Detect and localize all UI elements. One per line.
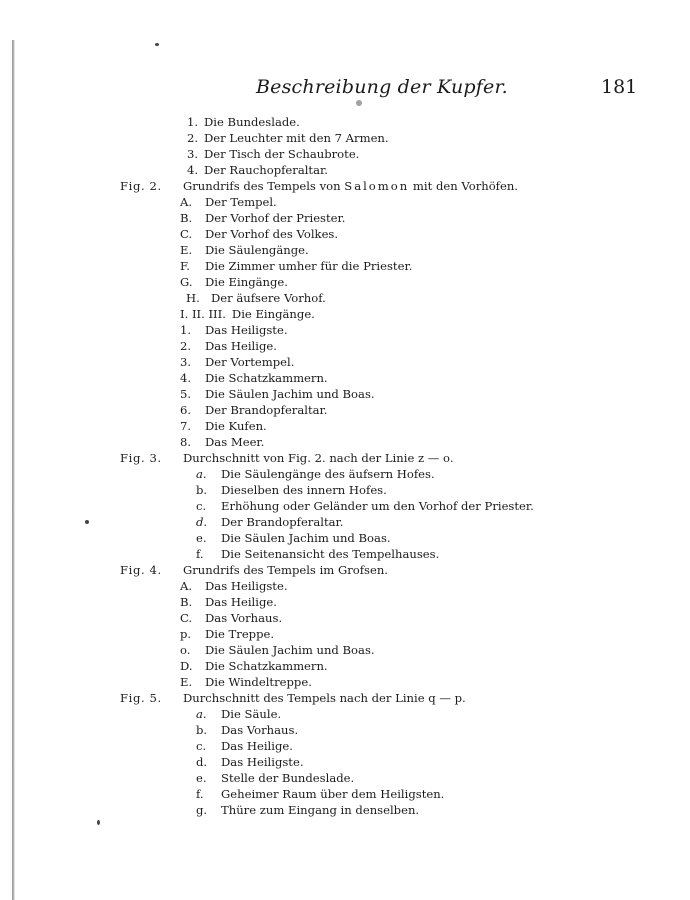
item-marker: 8. xyxy=(180,435,192,449)
item-marker: B. xyxy=(180,211,193,225)
item-marker: a. xyxy=(196,707,207,721)
item-marker: 1. xyxy=(180,323,192,337)
item-text: Die Säulengänge des äufsern Hofes. xyxy=(221,467,435,481)
list-item xyxy=(187,147,359,162)
item-text: Thüre zum Eingang in denselben. xyxy=(221,803,420,817)
item-marker: 3. xyxy=(187,147,199,161)
item-marker: p. xyxy=(180,627,192,641)
list-item xyxy=(180,227,338,242)
item-text: Das Heiligste. xyxy=(205,579,288,593)
item-marker: G. xyxy=(180,275,193,289)
list-item xyxy=(180,211,345,226)
item-text: Der Tisch der Schaubrote. xyxy=(204,147,360,161)
item-marker: o. xyxy=(180,643,191,657)
page-binding-edge xyxy=(12,40,15,900)
list-item xyxy=(180,403,328,418)
paper-speck xyxy=(356,100,362,106)
item-marker: 1. xyxy=(187,115,199,129)
item-marker: 6. xyxy=(180,403,192,417)
item-marker: H. xyxy=(186,291,200,305)
item-marker: b. xyxy=(196,723,208,737)
list-item xyxy=(180,355,294,370)
list-item xyxy=(196,515,344,530)
list-item xyxy=(187,115,300,130)
item-text: Die Eingänge. xyxy=(231,307,315,321)
paper-speck xyxy=(97,820,100,825)
item-text: Die Kufen. xyxy=(205,419,267,433)
item-text: Die Windeltreppe. xyxy=(205,675,312,689)
list-item xyxy=(196,547,439,562)
list-item xyxy=(186,291,326,306)
list-item xyxy=(196,739,293,754)
item-marker: f. xyxy=(196,547,204,561)
paper-speck xyxy=(155,43,159,46)
item-marker: c. xyxy=(196,739,207,753)
list-item xyxy=(180,339,277,354)
list-item xyxy=(196,803,419,818)
running-header: Beschreibung der Kupfer. xyxy=(256,76,508,98)
item-text: Der Brandopferaltar. xyxy=(221,515,344,529)
item-text: Die Schatzkammern. xyxy=(205,371,328,385)
item-marker: 4. xyxy=(187,163,199,177)
item-marker: 7. xyxy=(180,419,192,433)
item-marker: 4. xyxy=(180,371,192,385)
list-item xyxy=(196,467,435,482)
list-item xyxy=(196,483,387,498)
list-item xyxy=(180,371,328,386)
list-item xyxy=(196,787,444,802)
item-marker: C. xyxy=(180,227,193,241)
list-item xyxy=(180,275,288,290)
list-item xyxy=(180,435,264,450)
item-text: Der äufsere Vorhof. xyxy=(211,291,326,305)
item-text: Die Schatzkammern. xyxy=(205,659,328,673)
list-item xyxy=(180,659,328,674)
figure-title-part: Grundrifs des Tempels von xyxy=(183,179,345,193)
list-item xyxy=(180,675,312,690)
item-text: Dieselben des innern Hofes. xyxy=(221,483,387,497)
item-text: Die Säule. xyxy=(221,707,282,721)
list-item xyxy=(196,499,534,514)
item-text: Der Tempel. xyxy=(205,195,277,209)
figure-title-name: Salomon xyxy=(344,179,410,193)
item-marker: D. xyxy=(180,659,193,673)
item-text: Die Säulen Jachim und Boas. xyxy=(205,643,375,657)
item-marker: c. xyxy=(196,499,207,513)
list-item xyxy=(180,259,412,274)
figure-title: Grundrifs des Tempels im Grofsen. xyxy=(183,563,388,577)
item-text: Der Rauchopferaltar. xyxy=(204,163,328,177)
item-text: Geheimer Raum über dem Heiligsten. xyxy=(221,787,445,801)
list-item xyxy=(180,307,315,322)
list-item xyxy=(180,643,375,658)
item-text: Das Meer. xyxy=(205,435,265,449)
item-marker: a. xyxy=(196,467,207,481)
item-text: Das Vorhaus. xyxy=(221,723,299,737)
item-marker: 2. xyxy=(187,131,199,145)
list-item xyxy=(196,531,391,546)
item-text: Die Säulen Jachim und Boas. xyxy=(221,531,391,545)
list-item xyxy=(187,131,389,146)
list-item xyxy=(180,243,309,258)
figure-title: Durchschnitt von Fig. 2. nach der Linie z — o. xyxy=(183,451,454,465)
item-text: Die Säulen Jachim und Boas. xyxy=(205,387,375,401)
list-item xyxy=(180,387,375,402)
figure-label: Fig. 3. xyxy=(120,451,162,465)
item-marker: e. xyxy=(196,531,207,545)
figure-title xyxy=(183,179,518,194)
item-marker: E. xyxy=(180,675,193,689)
item-marker: C. xyxy=(180,611,193,625)
item-text: Die Bundeslade. xyxy=(204,115,300,129)
list-item xyxy=(196,755,304,770)
item-text: Die Eingänge. xyxy=(205,275,288,289)
item-text: Die Säulengänge. xyxy=(205,243,309,257)
list-item xyxy=(180,595,277,610)
item-marker: A. xyxy=(180,579,193,593)
item-text: Das Heilige. xyxy=(205,595,277,609)
list-item xyxy=(180,627,274,642)
figure-label: Fig. 5. xyxy=(120,691,162,705)
item-text: Das Vorhaus. xyxy=(205,611,283,625)
item-marker: I. II. III. xyxy=(180,307,226,321)
list-item xyxy=(180,195,277,210)
list-item xyxy=(180,579,288,594)
item-text: Der Vorhof der Priester. xyxy=(205,211,346,225)
list-item xyxy=(196,771,354,786)
item-marker: d. xyxy=(196,515,208,529)
paper-speck xyxy=(85,520,89,524)
item-marker: b. xyxy=(196,483,208,497)
item-marker: F. xyxy=(180,259,190,273)
list-item xyxy=(180,323,288,338)
item-text: Das Heiligste. xyxy=(221,755,304,769)
item-text: Der Leuchter mit den 7 Armen. xyxy=(204,131,389,145)
item-marker: E. xyxy=(180,243,193,257)
item-text: Die Seitenansicht des Tempelhauses. xyxy=(221,547,440,561)
item-text: Das Heiligste. xyxy=(205,323,288,337)
item-text: Der Vorhof des Volkes. xyxy=(205,227,339,241)
figure-title-part: mit den Vorhöfen. xyxy=(409,179,518,193)
item-marker: 2. xyxy=(180,339,192,353)
page-number: 181 xyxy=(601,76,638,98)
figure-label: Fig. 4. xyxy=(120,563,162,577)
list-item xyxy=(187,163,328,178)
item-text: Die Treppe. xyxy=(205,627,275,641)
figure-label: Fig. 2. xyxy=(120,179,162,193)
figure-title: Durchschnitt des Tempels nach der Linie q — p. xyxy=(183,691,466,705)
item-marker: d. xyxy=(196,755,208,769)
item-text: Die Zimmer umher für die Priester. xyxy=(205,259,413,273)
list-item xyxy=(196,723,298,738)
item-text: Der Brandopferaltar. xyxy=(205,403,328,417)
item-text: Stelle der Bundeslade. xyxy=(221,771,355,785)
list-item xyxy=(196,707,281,722)
item-marker: f. xyxy=(196,787,204,801)
item-marker: B. xyxy=(180,595,193,609)
item-text: Der Vortempel. xyxy=(205,355,295,369)
item-marker: A. xyxy=(180,195,193,209)
list-item xyxy=(180,419,267,434)
item-marker: g. xyxy=(196,803,208,817)
item-marker: e. xyxy=(196,771,207,785)
item-text: Das Heilige. xyxy=(221,739,293,753)
item-text: Erhöhung oder Geländer um den Vorhof der Priester. xyxy=(221,499,534,513)
item-marker: 3. xyxy=(180,355,192,369)
item-marker: 5. xyxy=(180,387,192,401)
item-text: Das Heilige. xyxy=(205,339,277,353)
list-item xyxy=(180,611,282,626)
